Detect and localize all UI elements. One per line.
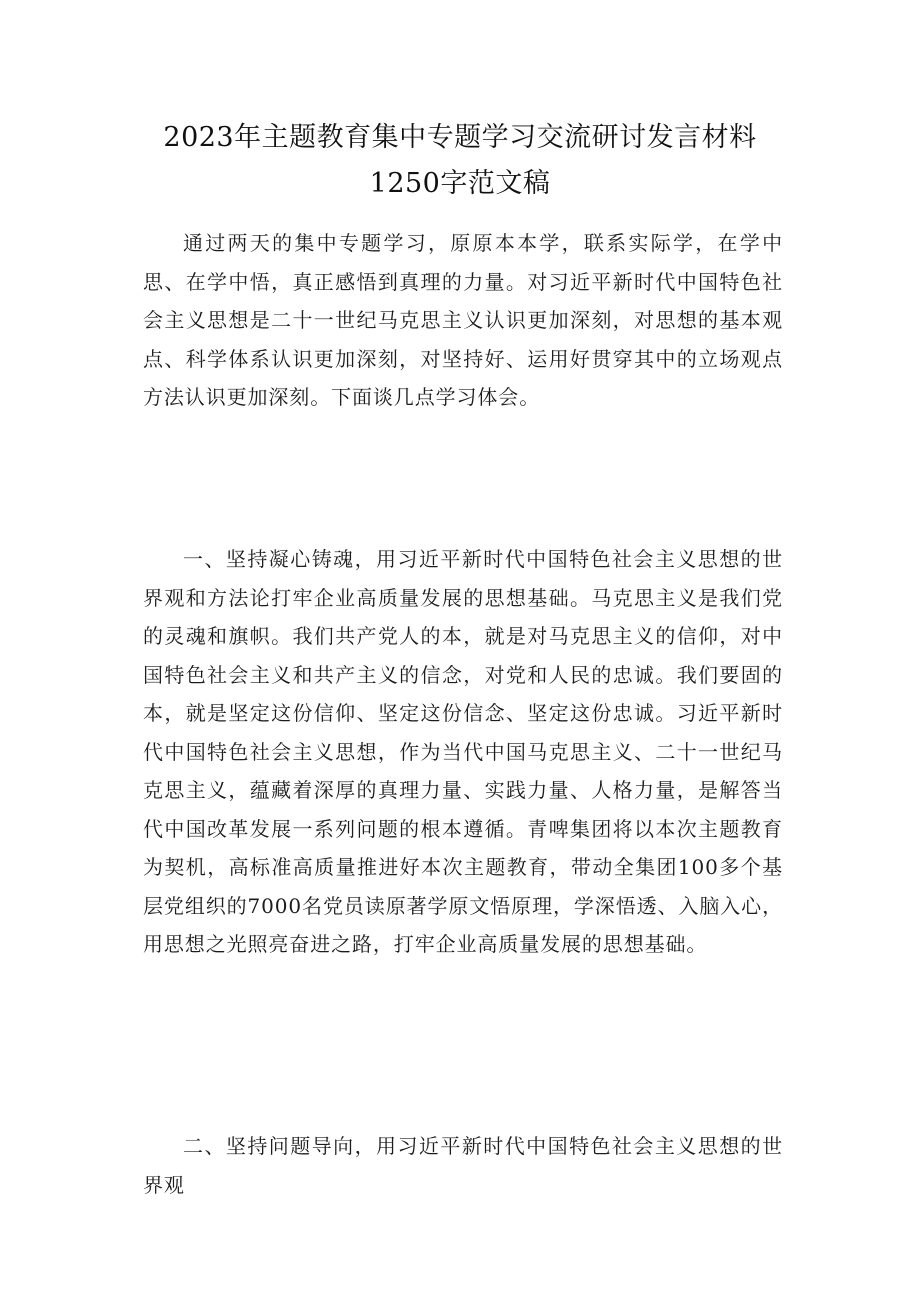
paragraph-intro: 通过两天的集中专题学习，原原本本学，联系实际学，在学中思、在学中悟，真正感悟到真理的力量。对习近平新时代中国特色社会主义思想是二十一世纪马克思主义认识更加深刻，对思想的基本观点、科学体系认识更加深刻，对坚持好、运用好贯穿其中的立场观点方法认识更加深刻。下面谈几点学习体会。: [143, 231, 783, 409]
document-title-line-2: 1250字范文稿: [369, 168, 551, 199]
paragraph-section-two: 二、坚持问题导向，用习近平新时代中国特色社会主义思想的世界观: [143, 1134, 783, 1197]
paragraph-section-one: 一、坚持凝心铸魂，用习近平新时代中国特色社会主义思想的世界观和方法论打牢企业高质量发展的思想基础。马克思主义是我们党的灵魂和旗帜。我们共产党人的本，就是对马克思主义的信仰，对中国特色社会主义和共产主义的信念，对党和人民的忠诚。我们要固的本，就是坚定这份信仰、坚定这份信念、坚定这份忠诚。习近平新时代中国特色社会主义思想，作为当代中国马克思主义、二十一世纪马克思主义，蕴藏着深厚的真理力量、实践力量、人格力量，是解答当代中国改革发展一系列问题的根本遵循。青啤集团将以本次主题教育为契机，高标准高质量推进好本次主题教育，带动全集团100多个基层党组织的7000名党员读原著学原文悟原理，学深悟透、入脑入心，用思想之光照亮奋进之路，打牢企业高质量发展的思想基础。: [143, 547, 783, 956]
document-title-line-1: 2023年主题教育集中专题学习交流研讨发言材料: [163, 122, 757, 153]
